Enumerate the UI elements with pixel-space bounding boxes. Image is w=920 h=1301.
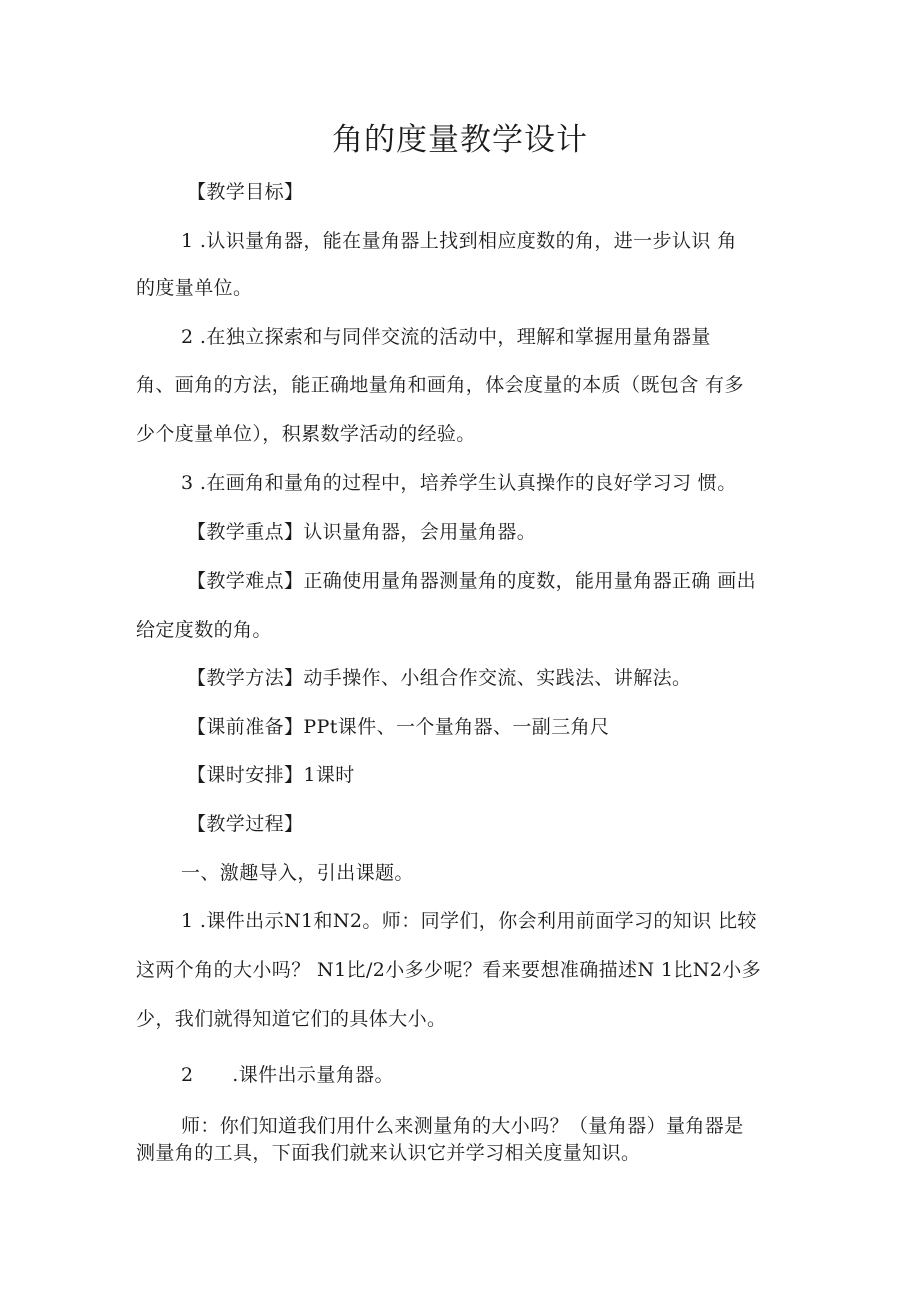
paragraph-line: 3 .在画角和量角的过程中，培养学生认真操作的良好学习习 惯。	[181, 472, 737, 494]
paragraph-line: 1 .课件出示N1和N2。师：同学们，你会利用前面学习的知识 比较	[181, 910, 757, 932]
document-title: 角的度量教学设计	[332, 122, 588, 158]
paragraph-line: 少，我们就得知道它们的具体大小。	[136, 1008, 447, 1030]
paragraph-line: 2 .课件出示量角器。	[181, 1064, 394, 1086]
paragraph-line: 角、画角的方法，能正确地量角和画角，体会度量的本质（既包含 有多	[136, 374, 744, 396]
section-heading-process: 【教学过程】	[187, 813, 304, 835]
subsection-heading: 一、激趣导入，引出课题。	[181, 862, 414, 884]
section-heading-objectives: 【教学目标】	[187, 181, 304, 203]
paragraph-line: 师：你们知道我们用什么来测量角的大小吗？（量角器）量角器是	[181, 1115, 744, 1137]
paragraph-difficulties: 【教学难点】正确使用量角器测量角的度数，能用量角器正确 画出	[187, 570, 757, 592]
paragraph-line: 测量角的工具，下面我们就来认识它并学习相关度量知识。	[136, 1142, 641, 1164]
paragraph-line: 给定度数的角。	[136, 619, 272, 641]
paragraph-line: 这两个角的大小吗？ N1比/2小多少呢？看来要想准确描述N 1比N2小多	[136, 959, 762, 981]
paragraph-methods: 【教学方法】动手操作、小组合作交流、实践法、讲解法。	[187, 667, 692, 689]
paragraph-line: 少个度量单位），积累数学活动的经验。	[136, 423, 476, 445]
paragraph-line: 的度量单位。	[136, 277, 253, 299]
paragraph-line: 2 .在独立探索和与同伴交流的活动中，理解和掌握用量角器量	[181, 326, 711, 348]
paragraph-key-points: 【教学重点】认识量角器，会用量角器。	[187, 521, 537, 543]
paragraph-preparation: 【课前准备】PPt课件、一个量角器、一副三角尺	[187, 716, 610, 738]
paragraph-line: 1 .认识量角器，能在量角器上找到相应度数的角，进一步认识 角	[181, 230, 737, 252]
paragraph-schedule: 【课时安排】1课时	[187, 764, 355, 786]
